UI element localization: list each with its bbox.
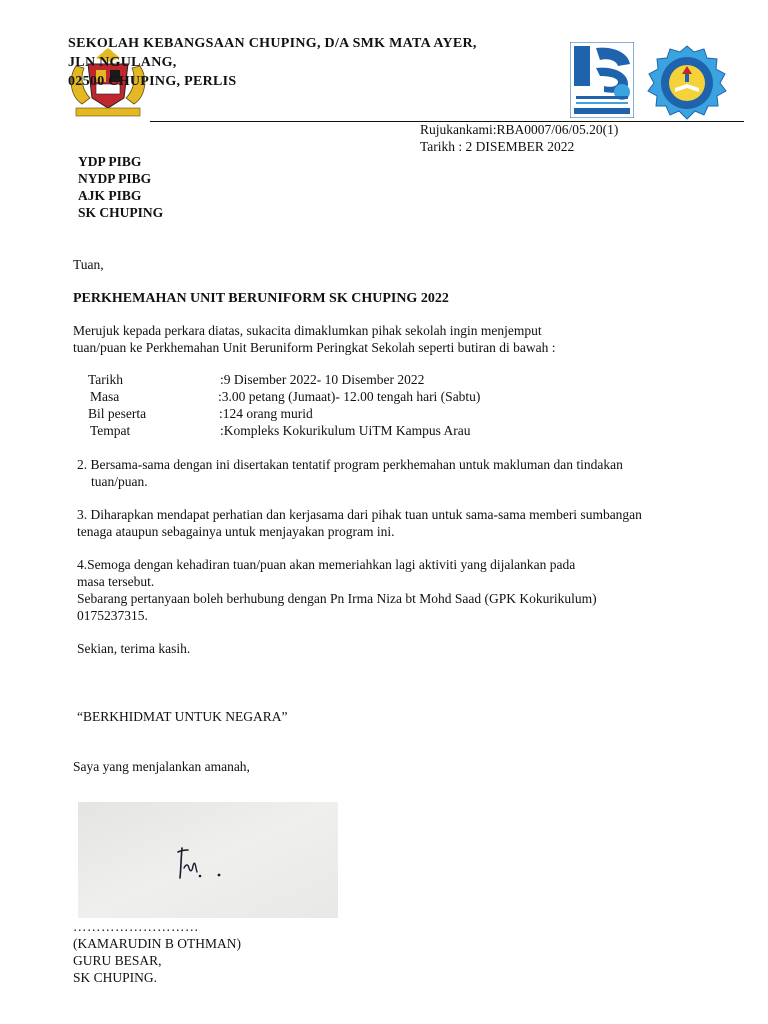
motto: “BERKHIDMAT UNTUK NEGARA” — [77, 709, 288, 724]
letter-date: Tarikh : 2 DISEMBER 2022 — [420, 139, 575, 154]
postcode-line: 02500 CHUPING, PERLIS — [68, 74, 237, 89]
paragraph-line: Merujuk kepada perkara diatas, sukacita dimaklumkan pihak sekolah ingin menjemput — [73, 323, 542, 338]
paragraph-line: tenaga ataupun sebagainya untuk menjayakan program ini. — [77, 524, 395, 539]
paragraph-line: 2. Bersama-sama dengan ini disertakan tentatif program perkhemahan untuk makluman dan tindakan — [77, 457, 623, 472]
signatory-name: (KAMARUDIN B OTHMAN) — [73, 936, 241, 951]
paragraph-line: 3. Diharapkan mendapat perhatian dan kerjasama dari pihak tuan untuk sama-sama memberi sumbangan — [77, 507, 642, 522]
detail-label: Tempat — [90, 423, 131, 438]
paragraph-line: Sebarang pertanyaan boleh berhubung dengan Pn Irma Niza bt Mohd Saad (GPK Kokurikulum) — [77, 591, 597, 606]
letterhead — [68, 34, 477, 91]
reference-number: Rujukankami:RBA0007/06/05.20(1) — [420, 122, 619, 137]
detail-label: Masa — [90, 389, 120, 404]
recipient-line: NYDP PIBG — [78, 171, 152, 186]
detail-value: :9 Disember 2022- 10 Disember 2022 — [220, 372, 425, 387]
signatory-block — [73, 935, 241, 986]
recipient-block — [78, 153, 163, 221]
detail-value: :3.00 petang (Jumaat)- 12.00 tengah hari (Sabtu) — [218, 389, 481, 404]
paragraph-line: tuan/puan. — [91, 474, 148, 489]
school-name-line: SEKOLAH KEBANGSAAN CHUPING, D/A SMK MATA AYER, — [68, 36, 477, 51]
detail-label: Bil peserta — [88, 406, 147, 421]
detail-value: :124 orang murid — [219, 406, 313, 421]
salutation: Tuan, — [73, 257, 104, 272]
paragraph-2 — [77, 456, 623, 490]
closing-remark: Sekian, terima kasih. — [77, 641, 191, 656]
signature-dots: ……………………… — [73, 919, 199, 934]
school-badge-icon — [642, 44, 732, 124]
recipient-line: YDP PIBG — [78, 154, 142, 169]
paragraph-3 — [77, 506, 642, 540]
recipient-line: AJK PIBG — [78, 188, 142, 203]
signature-image — [78, 802, 338, 918]
detail-label: Tarikh — [88, 372, 124, 387]
ministry-logo-icon — [570, 42, 634, 118]
street-line: JLN NGULANG, — [68, 55, 177, 70]
paragraph-4 — [77, 556, 597, 624]
recipient-line: SK CHUPING — [78, 205, 164, 220]
detail-value: :Kompleks Kokurikulum UiTM Kampus Arau — [220, 423, 471, 438]
paragraph-line: 4.Semoga dengan kehadiran tuan/puan akan memeriahkan lagi aktiviti yang dijalankan pada — [77, 557, 576, 572]
letter-subject: PERKHEMAHAN UNIT BERUNIFORM SK CHUPING 2022 — [73, 291, 449, 306]
signatory-school: SK CHUPING. — [73, 970, 158, 985]
sign-off: Saya yang menjalankan amanah, — [73, 759, 250, 774]
paragraph-line: 0175237315. — [77, 608, 148, 623]
paragraph-line: tuan/puan ke Perkhemahan Unit Beruniform Peringkat Sekolah seperti butiran di bawah : — [73, 340, 556, 355]
paragraph-line: masa tersebut. — [77, 574, 155, 589]
signatory-title: GURU BESAR, — [73, 953, 162, 968]
paragraph-intro — [73, 322, 556, 356]
reference-block — [420, 121, 618, 155]
